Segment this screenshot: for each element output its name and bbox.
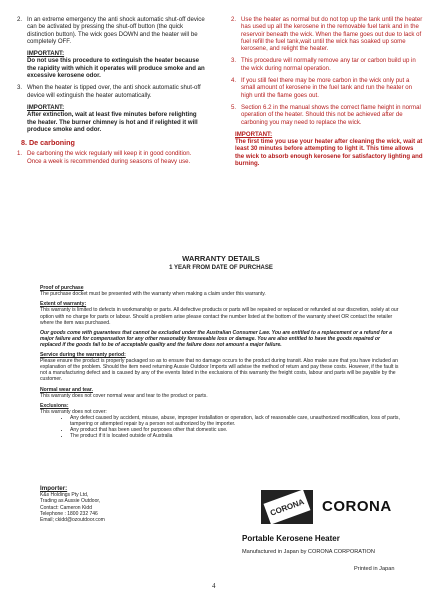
important-heading: IMPORTANT: <box>27 103 65 111</box>
item-number: 5. <box>231 103 237 111</box>
important-text: Do not use this procedure to extinguish the heater because the rapidity with which it operates will produce smoke and an excessive kerosene odor. <box>27 57 205 80</box>
item-number: 3. <box>231 57 237 65</box>
proof-text: The purchase docket must be presented with the warranty when making a claim under this warranty. <box>40 291 266 298</box>
service-heading: Service during the warranty period: <box>40 352 126 359</box>
exclusion-item: • Any product that has been used for purposes other that domestic use. <box>70 427 402 433</box>
item-number: 1. <box>17 150 23 158</box>
important-text: The first time you use your heater after cleaning the wick, wait at least 30 minutes before attempting to light it. This time allows the wick to absorb enough kerosene for satisfactory lighting and burning. <box>235 138 423 168</box>
list-item <box>231 16 423 52</box>
proof-heading: Proof of purchase <box>40 285 84 292</box>
extent-heading: Extent of warranty: <box>40 301 87 308</box>
importer-line: Contact: Cameron Kidd <box>40 504 92 511</box>
importer-line: Trading as Aussie Outdoor, <box>40 498 101 505</box>
page-number: 4 <box>212 582 216 590</box>
svg-text:CORONA: CORONA <box>268 497 306 518</box>
importer-line: Email; ckidd@ozoutdoor.com <box>40 517 105 524</box>
wear-text: This warranty does not cover normal wear and tear to the product or parts. <box>40 392 208 399</box>
item-number: 2. <box>231 16 237 23</box>
list-item <box>231 77 423 99</box>
consumer-law-statement: Our goods come with guarantees that cannot be excluded under the Australian Consumer Law. You are entitled to a replacement or a refund for a major failure and for compensation for any other reasonably foreseeable loss or damage. You are also entitled to have the goods repaired or replaced if the goods fail to be of acceptable quality and the failure does not amount a major failure. <box>40 329 393 348</box>
warranty-title: WARRANTY DETAILS <box>182 254 260 263</box>
right-column <box>231 16 423 172</box>
extent-text: This warranty is limited to defects in workmanship or parts. All defective products or parts will be repaired or replaced or refunded at our discretion, solely at our option with no charge for parts or labour. Should a problem arise please contact the number listed at the bottom of the warranty sheet OR contact the retailer where the item was purchased. <box>40 307 399 326</box>
warranty-section <box>40 256 402 439</box>
left-column <box>17 16 207 170</box>
item-number: 2. <box>17 16 23 23</box>
list-item <box>17 84 207 99</box>
item-text: In an extreme emergency the anti shock automatic shut-off device can be activated by pressing the shut-off button (the quick distinction button). The wick goes DOWN and the heater will be completely OFF. <box>27 16 205 45</box>
exclusions-list <box>40 415 402 439</box>
item-text: When the heater is tipped over, the anti shock automatic shut-off device will extinguish the heater automatically. <box>27 84 201 99</box>
service-text: Please ensure the product is properly packaged so as to ensure that no damage occurs to the product during transit. Also make sure that you have included an explanation of the problem. Should the item need returning Aussie Outdoor Imports will advise the method of return and pay these costs. However, if the fault is not a manufacturing defect and is caused by any of the events listed in the exclusions of this warranty the freight costs, labour and parts will be payable by the customer. <box>40 358 399 383</box>
corona-logo-icon <box>261 490 313 524</box>
item-text: Use the heater as normal but do not top up the tank until the heater has used up all the kerosene in the removable fuel tank and in the reservoir beneath the wick. When the flame goes out due to lack of fuel refill the fuel tank,wait until the wick has soaked up some kerosene, and relight the heater. <box>241 16 423 53</box>
product-name: Portable Kerosene Heater <box>242 534 340 543</box>
importer-line: Telephone : 1800 232 746 <box>40 510 98 517</box>
list-item <box>17 16 207 45</box>
item-number: 4. <box>231 77 237 85</box>
corona-logo-badge <box>261 490 313 524</box>
importer-block <box>40 486 150 523</box>
item-text: De carboning the wick regularly will keep it in good condition. Once a week is recommended during seasons of heavy use. <box>27 150 192 165</box>
section-heading: 8. De carboning <box>21 138 75 148</box>
list-item <box>231 104 423 126</box>
exclusions-heading: Exclusions: <box>40 402 69 409</box>
brand-name: CORONA <box>322 498 392 515</box>
wear-heading: Normal wear and tear. <box>40 386 93 393</box>
manufacturer-text: Manufactured in Japan by CORONA CORPORATION <box>242 549 375 555</box>
item-number: 3. <box>17 84 23 92</box>
item-text: If you still feel there may be more carbon in the wick only put a small amount of kerosene in the fuel tank and run the heater on high until the flame goes out. <box>241 77 413 99</box>
item-text: This procedure will normally remove any tar or carbon build up in the wick during normal operation. <box>241 57 416 72</box>
exclusion-item: • Any defect caused by accident, misuse, abuse, improper installation or operation, lack of reasonable care, unauthorized modification, loss of parts, tampering or attempted repair by a person not authorized by the importer. <box>70 415 402 427</box>
warranty-subtitle: 1 YEAR FROM DATE OF PURCHASE <box>169 265 273 272</box>
list-item <box>17 150 207 165</box>
importer-title: Importer: <box>40 485 68 492</box>
exclusion-item: • The product if it is located outside of Australia <box>70 433 402 439</box>
list-item <box>231 57 423 72</box>
printed-in-text: Printed in Japan <box>354 566 395 572</box>
importer-line: K&s Holdings Pty Ltd, <box>40 492 89 499</box>
item-text: Section 6.2 in the manual shows the correct flame height in normal operation of the heater. Should this not be achieved after de carboning you may need to replace the wick. <box>241 103 421 126</box>
important-text: After extinction, wait at least five minutes before relighting the heater. The burner chimney is hot and if relighted it will produce smoke and odor. <box>27 111 198 133</box>
important-heading: IMPORTANT: <box>27 50 65 58</box>
exclusions-intro: This warranty does not cover: <box>40 408 107 415</box>
important-heading: IMPORTANT: <box>235 130 273 138</box>
